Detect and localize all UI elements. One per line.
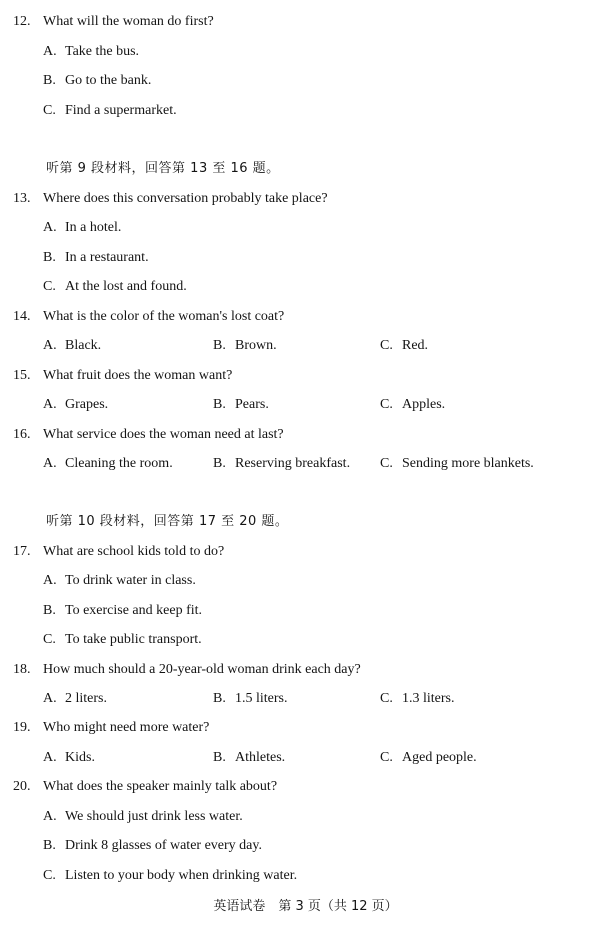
option-text: To take public transport. — [65, 632, 202, 647]
option-letter: C. — [380, 338, 393, 353]
option-text: Go to the bank. — [65, 73, 152, 88]
option-letter: C. — [43, 632, 56, 647]
option-letter: A. — [43, 573, 57, 588]
option-text: Aged people. — [402, 750, 477, 765]
option-c — [43, 103, 177, 119]
option-b — [43, 250, 149, 266]
option-letter: C. — [380, 456, 393, 471]
section-heading-9: 听第 9 段材料，回答第 13 至 16 题。 — [46, 161, 280, 176]
option-text: Find a supermarket. — [65, 103, 177, 118]
question-text: What fruit does the woman want? — [43, 368, 233, 383]
option-b — [213, 338, 277, 354]
question-text: How much should a 20-year-old woman drink each day? — [43, 662, 361, 677]
question-text: Where does this conversation probably take place? — [43, 191, 328, 206]
question-text: What service does the woman need at last? — [43, 427, 284, 442]
option-letter: B. — [213, 750, 226, 765]
option-text: Take the bus. — [65, 44, 140, 59]
page-footer: 英语试卷 第 3 页（共 12 页） — [213, 899, 398, 914]
option-letter: B. — [213, 338, 226, 353]
option-letter: A. — [43, 338, 57, 353]
option-a — [43, 809, 243, 825]
option-letter: C. — [380, 397, 393, 412]
option-letter: C. — [43, 279, 56, 294]
option-a — [43, 456, 173, 472]
option-a — [43, 44, 139, 60]
option-text: Grapes. — [65, 397, 109, 412]
option-text: To exercise and keep fit. — [65, 603, 203, 618]
question-text: What does the speaker mainly talk about? — [43, 779, 278, 794]
option-letter: C. — [43, 868, 56, 883]
question-number: 19. — [13, 720, 31, 735]
option-text: Drink 8 glasses of water every day. — [65, 838, 262, 853]
option-letter: B. — [213, 397, 226, 412]
option-a — [43, 750, 95, 766]
option-b — [43, 838, 262, 854]
question-number: 12. — [13, 14, 31, 29]
option-text: Athletes. — [235, 750, 286, 765]
option-c — [380, 338, 428, 354]
option-text: Cleaning the room. — [65, 456, 173, 471]
option-letter: B. — [43, 73, 56, 88]
option-letter: C. — [380, 691, 393, 706]
option-a — [43, 338, 101, 354]
option-letter: A. — [43, 397, 57, 412]
option-letter: A. — [43, 809, 57, 824]
option-c — [380, 456, 534, 472]
option-text: 1.3 liters. — [402, 691, 455, 706]
option-text: Pears. — [235, 397, 269, 412]
option-letter: C. — [43, 103, 56, 118]
question-text: What is the color of the woman's lost coat? — [43, 309, 285, 324]
option-b — [213, 691, 288, 707]
option-text: Listen to your body when drinking water. — [65, 868, 298, 883]
question-number: 14. — [13, 309, 31, 324]
option-letter: B. — [213, 456, 226, 471]
option-text: In a restaurant. — [65, 250, 149, 265]
option-text: Apples. — [402, 397, 446, 412]
question-text: What are school kids told to do? — [43, 544, 225, 559]
option-a — [43, 573, 196, 589]
option-b — [213, 456, 350, 472]
option-text: To drink water in class. — [65, 573, 196, 588]
option-b — [43, 73, 151, 89]
option-letter: A. — [43, 750, 57, 765]
option-letter: B. — [43, 838, 56, 853]
option-text: Kids. — [65, 750, 95, 765]
option-c — [43, 279, 187, 295]
option-letter: A. — [43, 220, 57, 235]
option-text: Black. — [65, 338, 102, 353]
option-c — [43, 868, 297, 884]
option-a — [43, 691, 107, 707]
option-text: Red. — [402, 338, 429, 353]
option-letter: A. — [43, 44, 57, 59]
option-c — [380, 397, 445, 413]
option-text: 1.5 liters. — [235, 691, 288, 706]
option-text: We should just drink less water. — [65, 809, 243, 824]
option-letter: C. — [380, 750, 393, 765]
option-c — [380, 750, 477, 766]
option-c — [43, 632, 202, 648]
question-number: 13. — [13, 191, 31, 206]
option-a — [43, 220, 121, 236]
question-number: 18. — [13, 662, 31, 677]
option-text: 2 liters. — [65, 691, 107, 706]
question-text: What will the woman do first? — [43, 14, 214, 29]
option-letter: B. — [213, 691, 226, 706]
option-text: Sending more blankets. — [402, 456, 534, 471]
question-number: 15. — [13, 368, 31, 383]
option-letter: B. — [43, 250, 56, 265]
option-c — [380, 691, 455, 707]
option-b — [213, 750, 285, 766]
option-text: Brown. — [235, 338, 277, 353]
option-a — [43, 397, 108, 413]
option-text: Reserving breakfast. — [235, 456, 351, 471]
question-number: 20. — [13, 779, 31, 794]
option-letter: B. — [43, 603, 56, 618]
option-b — [43, 603, 202, 619]
option-letter: A. — [43, 456, 57, 471]
option-b — [213, 397, 269, 413]
question-text: Who might need more water? — [43, 720, 210, 735]
question-number: 16. — [13, 427, 31, 442]
option-text: In a hotel. — [65, 220, 122, 235]
option-text: At the lost and found. — [65, 279, 187, 294]
option-letter: A. — [43, 691, 57, 706]
question-number: 17. — [13, 544, 31, 559]
section-heading-10: 听第 10 段材料，回答第 17 至 20 题。 — [46, 514, 289, 529]
